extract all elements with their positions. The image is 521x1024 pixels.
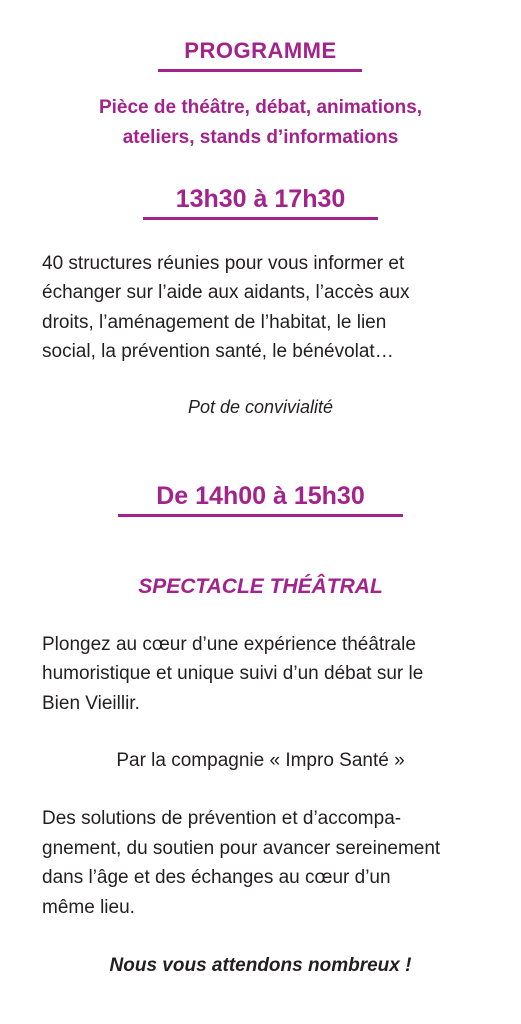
show-title: SPECTACLE THÉÂTRAL bbox=[138, 575, 383, 598]
solutions-line-2: gnement, du soutien pour avancer sereinement bbox=[42, 838, 441, 859]
solutions-line-4: même lieu. bbox=[42, 897, 135, 918]
session-1-time-underline bbox=[143, 217, 378, 220]
show-description-line-3: Bien Vieillir. bbox=[42, 693, 140, 714]
show-description-line-2: humoristique et unique suivi d’un débat sur le bbox=[42, 663, 424, 684]
programme-title-underline bbox=[158, 69, 362, 72]
solutions-line-1: Des solutions de prévention et d’accompa- bbox=[42, 808, 402, 829]
programme-subtitle-line-1: Pièce de théâtre, débat, animations, bbox=[98, 97, 423, 118]
programme-title: PROGRAMME bbox=[184, 38, 337, 63]
company-credit: Par la compagnie « Impro Santé » bbox=[116, 750, 405, 771]
session-2-time: De 14h00 à 15h30 bbox=[156, 482, 365, 510]
session-2-time-underline bbox=[118, 514, 403, 517]
show-description-line-1: Plongez au cœur d’une expérience théâtrale bbox=[42, 634, 416, 655]
session-1-description-line-1: 40 structures réunies pour vous informer et bbox=[42, 253, 405, 274]
solutions-line-3: dans l’âge et des échanges au cœur d’un bbox=[42, 867, 391, 888]
session-1-time: 13h30 à 17h30 bbox=[175, 185, 346, 213]
closing-message: Nous vous attendons nombreux ! bbox=[109, 955, 412, 976]
session-1-description-line-4: social, la prévention santé, le bénévolat… bbox=[42, 341, 394, 362]
session-1-note: Pot de convivialité bbox=[187, 397, 334, 417]
session-1-description-line-2: échanger sur l’aide aux aidants, l’accès aux bbox=[42, 282, 410, 303]
programme-subtitle-line-2: ateliers, stands d’informations bbox=[122, 127, 399, 148]
session-1-description-line-3: droits, l’aménagement de l’habitat, le lien bbox=[42, 312, 387, 333]
